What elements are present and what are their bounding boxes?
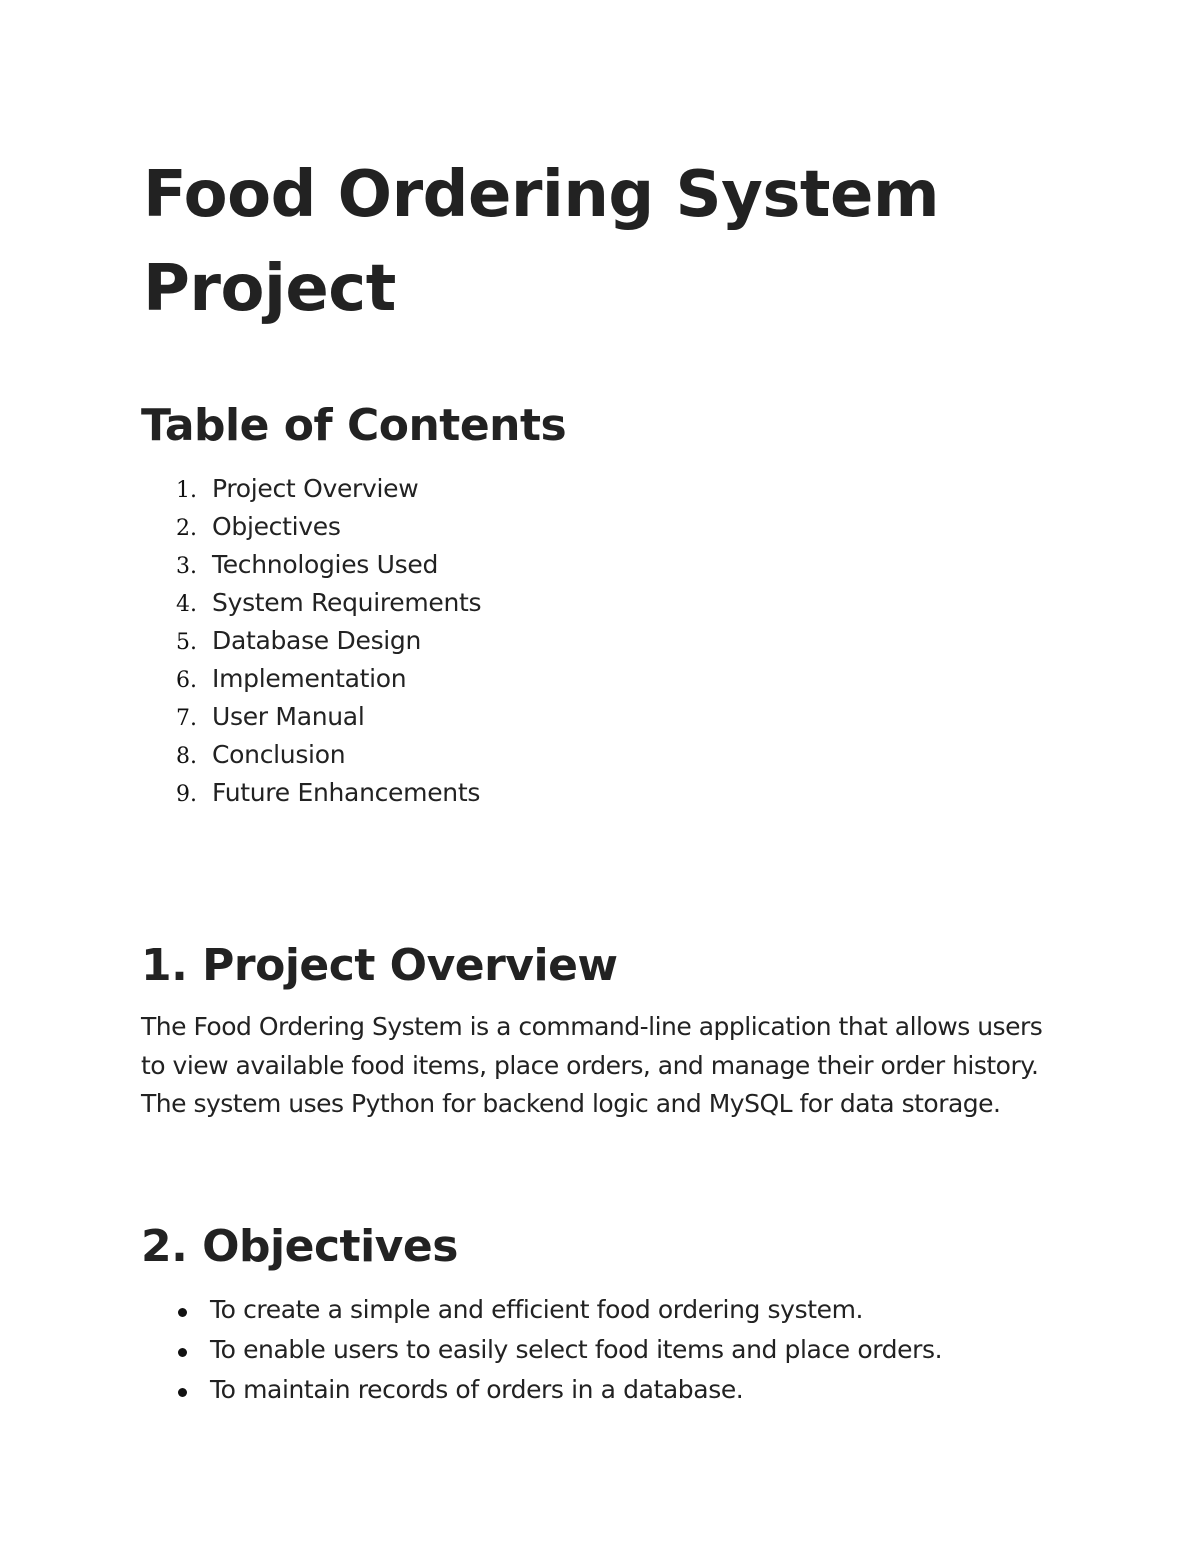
toc-item-label: Implementation bbox=[212, 664, 407, 693]
toc-list bbox=[176, 470, 481, 812]
bullet-icon bbox=[176, 1374, 210, 1414]
toc-item bbox=[176, 736, 481, 774]
toc-item-number: 4. bbox=[176, 592, 197, 617]
toc-item bbox=[176, 584, 481, 622]
toc-item bbox=[176, 660, 481, 698]
toc-item bbox=[176, 698, 481, 736]
toc-item-label: Conclusion bbox=[212, 740, 346, 769]
objective-text: To enable users to easily select food items and place orders. bbox=[210, 1335, 943, 1364]
toc-item-label: Future Enhancements bbox=[212, 778, 481, 807]
toc-item bbox=[176, 546, 481, 584]
toc-item-label: Technologies Used bbox=[212, 550, 439, 579]
toc-item-number: 2. bbox=[176, 516, 197, 541]
section-heading-project-overview: 1. Project Overview bbox=[141, 940, 618, 991]
project-overview-paragraph: The Food Ordering System is a command-line application that allows users to view available food items, place orders, and manage their order history. The system uses Python for backend logic and MySQL for data storage. bbox=[141, 1012, 1043, 1118]
objective-item bbox=[176, 1290, 942, 1330]
toc-item-label: Database Design bbox=[212, 626, 422, 655]
toc-item bbox=[176, 774, 481, 812]
objective-text: To create a simple and efficient food ordering system. bbox=[210, 1295, 864, 1324]
objective-item bbox=[176, 1370, 942, 1410]
objectives-list bbox=[176, 1290, 942, 1410]
toc-item bbox=[176, 622, 481, 660]
toc-item-number: 8. bbox=[176, 744, 197, 769]
bullet-icon bbox=[176, 1334, 210, 1374]
toc-item-number: 7. bbox=[176, 706, 197, 731]
toc-heading: Table of Contents bbox=[141, 400, 567, 451]
toc-item-number: 6. bbox=[176, 668, 197, 693]
bullet-icon bbox=[176, 1294, 210, 1334]
toc-item bbox=[176, 508, 481, 546]
document-title: Food Ordering System Project bbox=[143, 158, 940, 326]
toc-item-number: 5. bbox=[176, 630, 197, 655]
objective-text: To maintain records of orders in a database. bbox=[210, 1375, 744, 1404]
toc-item-number: 9. bbox=[176, 782, 197, 807]
toc-item-label: Objectives bbox=[212, 512, 341, 541]
toc-item-label: Project Overview bbox=[212, 474, 419, 503]
toc-item-label: User Manual bbox=[212, 702, 365, 731]
objective-item bbox=[176, 1330, 942, 1370]
toc-item-number: 3. bbox=[176, 554, 197, 579]
section-heading-objectives: 2. Objectives bbox=[141, 1221, 458, 1272]
toc-item-number: 1. bbox=[176, 478, 197, 503]
toc-item-label: System Requirements bbox=[212, 588, 482, 617]
toc-item bbox=[176, 470, 481, 508]
